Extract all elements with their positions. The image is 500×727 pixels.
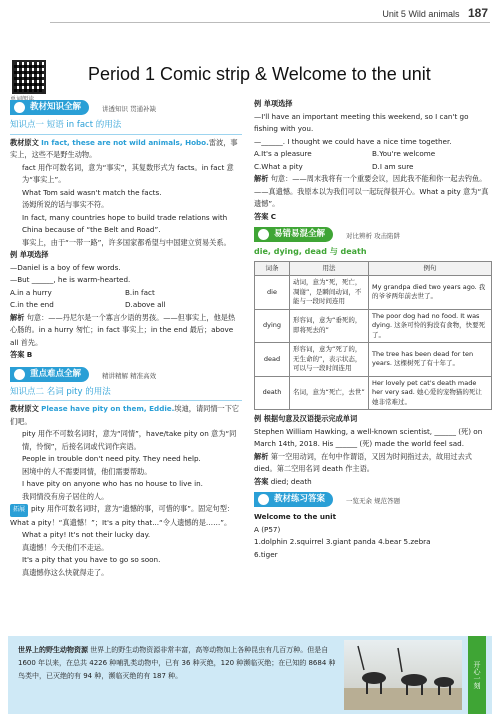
example-zh: 汤姆所说的话与事实不符。 bbox=[22, 200, 109, 209]
page-title: Period 1 Comic strip & Welcome to the unit bbox=[88, 64, 431, 84]
exercise-line: Stephen William Hawking, a well-known scientist, ______ (死) on March 14th, 2018. His ______ (死) made the world feel sad. bbox=[254, 426, 483, 448]
antelope-illustration bbox=[344, 640, 462, 710]
table-row: die 动词，意为“死，死亡，凋谢”，是瞬间动词，不能与一段时间连用 My grandpa died two years ago. 我的爷爷两年前去世了。 bbox=[255, 276, 492, 310]
example-en: It's a pity that you have to go so soon. bbox=[22, 555, 161, 564]
fun-fact-box bbox=[8, 636, 492, 714]
knowledge-point-1: 知识点一 短语 in fact 的用法 bbox=[10, 119, 242, 135]
section-subtitle: 对比辨析 攻击陷阱 bbox=[346, 232, 401, 240]
answers-title: Welcome to the unit bbox=[254, 512, 337, 521]
section-textbook-knowledge bbox=[10, 100, 242, 115]
left-column bbox=[10, 98, 242, 579]
table-header-row: 词条 用法 例句 bbox=[255, 261, 492, 276]
exercise-line: —I'll have an important meeting this weekend, so I can't go fishing with you. bbox=[254, 111, 469, 133]
unit-topic: Wild animals bbox=[408, 9, 460, 19]
answers-line: 6.tiger bbox=[254, 549, 278, 559]
right-column bbox=[254, 98, 492, 561]
section-label: 易错易混全解 bbox=[254, 227, 333, 242]
section-label: 教材知识全解 bbox=[10, 100, 89, 115]
extension-tag: 拓展 bbox=[10, 504, 28, 517]
table-row: dying 形容词，意为“垂死的，即将死去的” The poor dog had no food. It was dying. 这条可怜的狗没有食物，快要死了。 bbox=[255, 309, 492, 343]
table-row: death 名词，意为“死亡，去世” Her lovely pet cat's death made her very sad. 她心爱的宠物猫的死让她非常难过。 bbox=[255, 376, 492, 410]
section-label: 教材练习答案 bbox=[254, 492, 333, 507]
example-zh: 困境中的人不需要同情，他们需要帮助。 bbox=[22, 466, 152, 476]
table-row: dead 形容词，意为“死了的，无生命的”，表示状态，可以与一段时间连用 The tree has been dead for ten years. 这棵树死了有十年了。 bbox=[255, 343, 492, 377]
exercise-line: —Daniel is a boy of few words. bbox=[10, 262, 121, 272]
analysis: 解析 句意：——周末我将有一个重要会议，因此我不能和你一起去钓鱼。——真遗憾。我原本以为我们可以一起玩得很开心。What a pity 意为“真遗憾”。 bbox=[254, 174, 489, 208]
source-text-1: 教材原文 In fact, these are not wild animals, Hobo.雷波，事实上，这些不是野生动物。 bbox=[10, 137, 238, 159]
example-en: People in trouble don't need pity. They need help. bbox=[22, 454, 201, 463]
page-number: 187 bbox=[467, 6, 488, 20]
exercise-options: C.in the end D.above all bbox=[10, 300, 166, 309]
exercise-options: A.It's a pleasure B.You're welcome bbox=[254, 149, 436, 158]
answers-part: A (P57) bbox=[254, 524, 281, 534]
exercise-line: —But ______, he is warm-hearted. bbox=[10, 275, 131, 284]
exercise-label: 例 单项选择 bbox=[254, 99, 293, 108]
section-subtitle: 讲透知识 贯通补缺 bbox=[102, 105, 157, 113]
analysis: 解析 第一空用动词，在句中作谓语，又因为时间指过去，故用过去式 died。第二空用名词 death 作主语。 bbox=[254, 451, 472, 473]
antelope-photo bbox=[344, 640, 462, 710]
exercise-label: 例 根据句意及汉语提示完成单词 bbox=[254, 414, 358, 423]
section-exercise-answers bbox=[254, 492, 492, 507]
sidebar-band: 开心一刻 bbox=[468, 636, 486, 714]
example-en: I have pity on anyone who has no house to live in. bbox=[22, 479, 203, 488]
example-en: What a pity! It's not their lucky day. bbox=[22, 530, 151, 539]
example-en: In fact, many countries hope to build trade relations with China because of “the Belt and Road”. bbox=[22, 212, 228, 234]
exercise-options: C.What a pity D.I am sure bbox=[254, 161, 414, 171]
fun-fact-text: 世界上的野生动物资源 世界上的野生动物资源非常丰富，高等动物加上各种昆虫有几百万种。但是自 1600 年以来，在总共 4226 种哺乳类动物中，已有 36 种灭绝，120 种濒临灭绝；在已知的 8684 种鸟类中，已灭绝的有 94 种，濒临灭绝的有 187 种。 bbox=[18, 646, 336, 680]
exercise-line: —______. I thought we could have a nice time together. bbox=[254, 136, 452, 146]
example-zh: 真遗憾！今天他们不走运。 bbox=[22, 542, 109, 552]
running-header bbox=[382, 6, 488, 20]
extension: 拓展 pity 用作可数名词时，意为“遗憾的事，可惜的事”。固定句型：What a pity！“真遗憾！”；It's a pity that...“令人遗憾的是……”。 bbox=[10, 504, 235, 527]
unit-label: Unit 5 bbox=[382, 9, 406, 19]
usage-table bbox=[254, 261, 492, 411]
header-rule bbox=[50, 22, 490, 23]
confusables-heading: die, dying, dead 与 death bbox=[254, 247, 367, 256]
example-zh: 我同情没有房子居住的人。 bbox=[22, 491, 109, 501]
knowledge-point-2: 知识点二 名词 pity 的用法 bbox=[10, 386, 242, 402]
answer: 答案 B bbox=[10, 350, 33, 359]
exercise-options: A.in a hurry B.in fact bbox=[10, 287, 155, 297]
section-confusables bbox=[254, 227, 492, 242]
example-zh: 事实上，由于“一带一路”，许多国家都希望与中国建立贸易关系。 bbox=[22, 237, 231, 247]
section-key-points bbox=[10, 367, 242, 382]
section-subtitle: 精讲精解 精准高效 bbox=[102, 371, 157, 380]
answers-line: 1.dolphin 2.squirrel 3.giant panda 4.bear 5.zebra bbox=[254, 537, 431, 546]
section-label: 重点难点全解 bbox=[10, 367, 89, 382]
exercise-label: 例 单项选择 bbox=[10, 250, 49, 259]
analysis: 解析 句意：——丹尼尔是一个寡言少语的男孩。——但事实上，他是热心肠的。in a hurry 匆忙；in fact 事实上；in the end 最后；above all 首先。 bbox=[10, 312, 236, 347]
example-en: What Tom said wasn't match the facts. bbox=[22, 187, 162, 197]
qr-code-icon[interactable] bbox=[12, 60, 46, 94]
section-subtitle: 一览无余 规范答题 bbox=[346, 497, 401, 505]
explanation: pity 用作不可数名词时，意为“同情”，have/take pity on 意为“同情，怜悯”，后接名词或代词作宾语。 bbox=[22, 429, 237, 451]
explanation: fact 用作可数名词，意为“事实”，其复数形式为 facts。in fact 意为“事实上”。 bbox=[22, 162, 234, 184]
answer: 答案 C bbox=[254, 211, 276, 221]
source-text-2: 教材原文 Please have pity on them, Eddie.埃迪，请同情一下它们吧。 bbox=[10, 404, 240, 426]
answer: 答案 died; death bbox=[254, 476, 312, 486]
example-zh: 真遗憾你这么快就得走了。 bbox=[22, 567, 109, 577]
